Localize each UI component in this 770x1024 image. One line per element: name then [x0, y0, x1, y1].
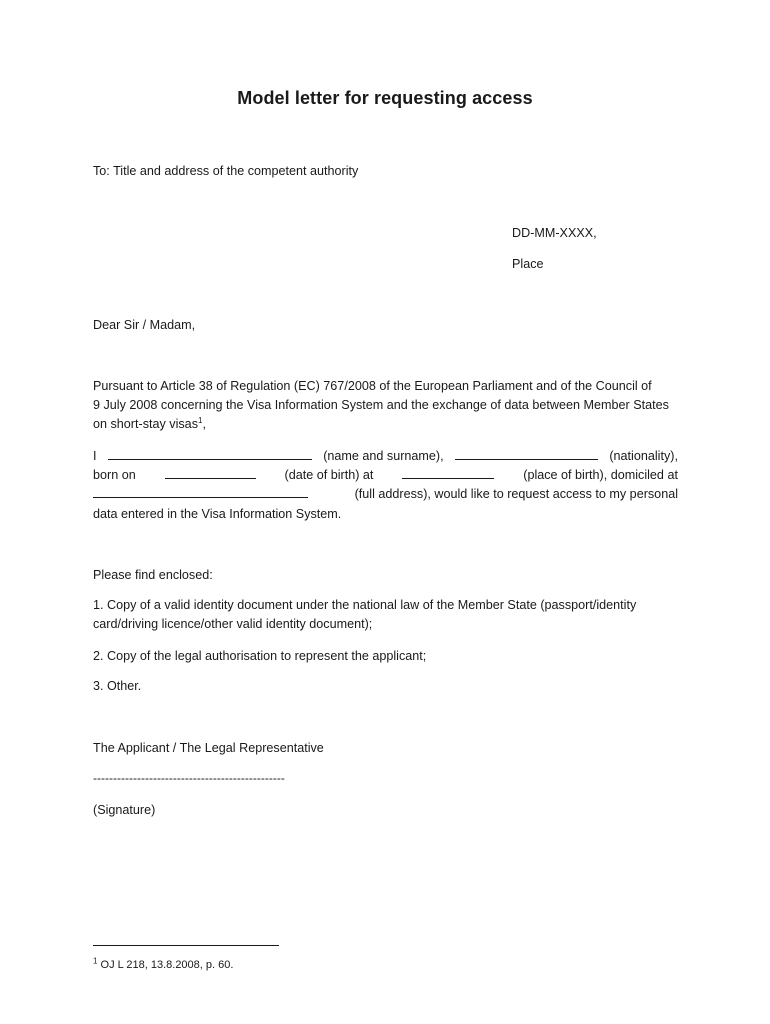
enclosure-item-1-text-cont: card/driving licence/other valid identity document); — [93, 617, 373, 632]
address-label: (full address), would like to request access to my personal — [354, 487, 678, 502]
recipient-line: To: Title and address of the competent authority — [93, 164, 359, 178]
applicant-last-line: data entered in the Visa Information System. — [93, 506, 342, 521]
footnote — [93, 958, 233, 973]
enclosed-heading: Please find enclosed: — [93, 568, 213, 582]
pronoun-i: I — [93, 449, 97, 463]
name-blank — [108, 447, 312, 460]
intro-line-2 — [93, 396, 678, 415]
enclosure-item-1-line-1 — [93, 596, 678, 615]
address-blank — [93, 485, 308, 498]
intro-line-1-text: Pursuant to Article 38 of Regulation (EC) 767/2008 of the European Parliament and of the Council of — [93, 379, 652, 393]
signature-line: ------------------------------------------------ — [93, 771, 285, 785]
dob-label: (date of birth) at — [284, 468, 374, 483]
intro-paragraph — [93, 377, 678, 435]
applicant-line-1 — [93, 447, 678, 466]
footnote-number: 1 — [93, 956, 98, 966]
intro-line-2-text: 9 July 2008 concerning the Visa Information System and the exchange of data between Member States — [93, 398, 669, 413]
applicant-paragraph — [93, 447, 678, 524]
born-on-label: born on — [93, 468, 136, 483]
enclosure-item-1 — [93, 596, 678, 634]
nationality-blank — [455, 447, 598, 460]
footnote-reference: 1 — [198, 416, 203, 426]
intro-line-3-text: on short-stay visas — [93, 417, 198, 432]
page-title: Model letter for requesting access — [237, 88, 533, 108]
date-placeholder: DD-MM-XXXX, — [512, 226, 597, 240]
signature-label: (Signature) — [93, 803, 156, 817]
pob-label: (place of birth), domiciled at — [523, 468, 678, 483]
intro-line-3 — [93, 415, 678, 434]
place-placeholder: Place — [512, 257, 544, 271]
enclosure-item-2: 2. Copy of the legal authorisation to represent the applicant; — [93, 649, 427, 663]
nationality-label: (nationality), — [609, 449, 678, 463]
enclosure-item-3: 3. Other. — [93, 679, 142, 693]
footnote-text: OJ L 218, 13.8.2008, p. 60. — [97, 959, 234, 971]
applicant-line-3 — [93, 485, 678, 504]
intro-line-3-punct: , — [202, 417, 206, 432]
intro-line-1 — [93, 377, 678, 396]
applicant-line-4 — [93, 505, 678, 524]
enclosure-item-1-line-2 — [93, 615, 678, 634]
footnote-separator — [93, 945, 279, 946]
salutation: Dear Sir / Madam, — [93, 318, 196, 332]
enclosure-item-1-text: 1. Copy of a valid identity document under the national law of the Member State (passport/identity — [93, 598, 637, 612]
name-label: (name and surname), — [323, 449, 444, 463]
dob-blank — [165, 466, 256, 479]
signatory-role: The Applicant / The Legal Representative — [93, 741, 324, 755]
applicant-line-2 — [93, 466, 678, 485]
pob-blank — [402, 466, 494, 479]
